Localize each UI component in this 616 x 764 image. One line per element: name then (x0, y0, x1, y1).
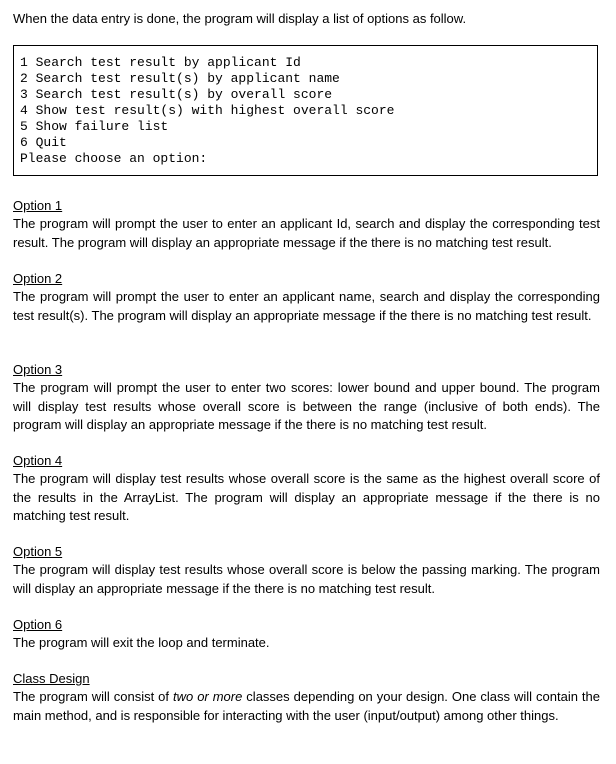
menu-line: 5 Show failure list (20, 119, 169, 134)
option-6-description: The program will exit the loop and terminate. (13, 635, 270, 651)
option-4-heading: Option 4 (13, 453, 63, 468)
intro-text: When the data entry is done, the program will display a list of options as follow. (13, 11, 467, 26)
menu-line: 1 Search test result by applicant Id (20, 55, 301, 70)
class-design-description (13, 688, 600, 725)
option-2-description: The program will prompt the user to enter an applicant name, search and display the corresponding test result(s). The program will display an appropriate message if the there is no matching test result. (13, 289, 600, 323)
menu-line: 6 Quit (20, 135, 67, 150)
option-1-description: The program will prompt the user to enter an applicant Id, search and display the corresponding test result. The program will display an appropriate message if the there is no matching test result. (13, 216, 600, 250)
option-5-description: The program will display test results whose overall score is below the passing marking. The program will display an appropriate message if the there is no matching test result. (13, 562, 600, 596)
option-5-section (13, 543, 600, 598)
option-1-section (13, 197, 600, 252)
option-3-section (13, 361, 600, 434)
option-2-heading: Option 2 (13, 271, 63, 286)
option-4-section (13, 452, 600, 525)
class-design-heading: Class Design (13, 671, 90, 686)
option-3-description: The program will prompt the user to enter two scores: lower bound and upper bound. The program will display test results whose overall score is between the range (inclusive of both ends). The program will display an appropriate message if the there is no matching test result. (13, 380, 600, 432)
menu-listing (13, 45, 598, 176)
class-design-text-start: The program will consist of (13, 689, 173, 705)
option-2-section (13, 270, 600, 325)
option-4-description: The program will display test results whose overall score is the same as the highest overall score of the results in the ArrayList. The program will display an appropriate message if the there is no matching test result. (13, 471, 600, 523)
menu-line: 4 Show test result(s) with highest overall score (20, 103, 395, 118)
class-design-emphasis: two or more (173, 689, 243, 705)
class-design-section (13, 670, 600, 725)
option-6-section (13, 616, 600, 653)
option-1-heading: Option 1 (13, 198, 63, 213)
class-design-text-end: classes depending on your design. One class will contain the main method, and is responsible for interacting with the user (input/output) among other things. (13, 689, 600, 723)
option-6-heading: Option 6 (13, 617, 63, 632)
menu-line: 3 Search test result(s) by overall score (20, 87, 333, 102)
option-3-heading: Option 3 (13, 362, 63, 377)
option-5-heading: Option 5 (13, 544, 63, 559)
menu-prompt: Please choose an option: (20, 151, 208, 166)
menu-line: 2 Search test result(s) by applicant name (20, 71, 340, 86)
